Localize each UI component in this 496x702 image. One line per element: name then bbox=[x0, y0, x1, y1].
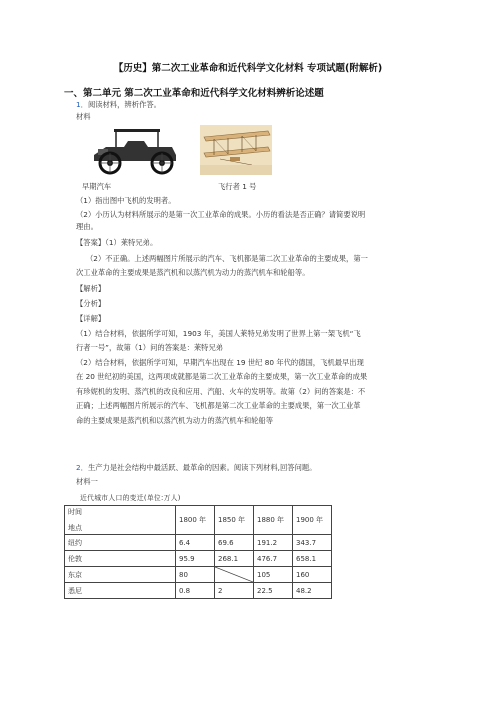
value-cell: 69.6 bbox=[215, 535, 254, 551]
answer-1: 【答案】（1）莱特兄弟。 bbox=[76, 238, 158, 247]
header-time: 时间 bbox=[68, 508, 82, 516]
table-row bbox=[65, 551, 332, 567]
year-header: 1880 年 bbox=[254, 506, 293, 535]
table-title: 近代城市人口的变迁(单位:万人) bbox=[80, 494, 181, 502]
population-table bbox=[64, 505, 332, 599]
detail-2-line4: 正确；上述两幅图片所展示的汽车、飞机都是第二次工业革命的主要成果，第一次工业革 bbox=[76, 401, 361, 410]
value-cell: 191.2 bbox=[254, 535, 293, 551]
detail-1-line1: （1）结合材料，依据所学可知，1903 年，美国人莱特兄弟发明了世界上第一架飞机“飞 bbox=[76, 329, 361, 338]
wright-flyer-image bbox=[200, 125, 272, 175]
value-cell: 95.9 bbox=[176, 551, 215, 567]
section-heading: 一、第二单元 第二次工业革命和近代科学文化材料辨析论述题 bbox=[64, 88, 324, 99]
header-corner-cell bbox=[65, 506, 176, 535]
detail-2-line1: （2）结合材料，依据所学可知，早期汽车出现在 19 世纪 80 年代的德国，飞机最早出现 bbox=[76, 358, 364, 367]
value-cell: 48.2 bbox=[293, 583, 332, 599]
value-cell: 160 bbox=[293, 567, 332, 583]
question-text: 生产力是社会结构中最活跃、最革命的因素。阅读下列材料,回答问题。 bbox=[87, 463, 317, 472]
detail-2-line2: 在 20 世纪初的美国，这两项成就都是第二次工业革命的主要成果，第一次工业革命的成果 bbox=[76, 372, 368, 381]
diagonal-slash-icon bbox=[215, 567, 253, 582]
table-row bbox=[65, 583, 332, 599]
material-figures bbox=[76, 125, 276, 185]
question-text: 阅读材料，辨析作答。 bbox=[87, 100, 161, 109]
value-cell: 80 bbox=[176, 567, 215, 583]
value-cell: 268.1 bbox=[215, 551, 254, 567]
table-row bbox=[65, 535, 332, 551]
analysis-label: 【解析】 bbox=[76, 284, 106, 293]
value-cell: 476.7 bbox=[254, 551, 293, 567]
answer-2-line1: （2）不正确。上述两幅图片所展示的汽车、飞机都是第二次工业革命的主要成果，第一 bbox=[86, 254, 368, 263]
empty-slash-cell bbox=[215, 567, 254, 583]
value-cell: 0.8 bbox=[176, 583, 215, 599]
detail-1-line2: 行者一号”，故第（1）问的答案是：莱特兄弟 bbox=[76, 343, 224, 352]
year-header: 1800 年 bbox=[176, 506, 215, 535]
question-number: 2． bbox=[76, 463, 88, 472]
fenxi-label: 【分析】 bbox=[76, 299, 106, 308]
table-header-row bbox=[65, 506, 332, 535]
subquestion-1: （1）指出图中飞机的发明者。 bbox=[76, 196, 176, 205]
value-cell: 6.4 bbox=[176, 535, 215, 551]
early-car-image bbox=[84, 125, 186, 175]
value-cell: 22.5 bbox=[254, 583, 293, 599]
subquestion-2-line2: 理由。 bbox=[76, 222, 98, 231]
value-cell: 658.1 bbox=[293, 551, 332, 567]
detail-2-line3: 有珍妮机的发明、蒸汽机的改良和应用、汽船、火车的发明等。故第（2）问的答案是：不 bbox=[76, 387, 366, 396]
city-cell: 纽约 bbox=[65, 535, 176, 551]
value-cell: 2 bbox=[215, 583, 254, 599]
question-number: 1． bbox=[76, 100, 88, 109]
question-2-prompt bbox=[76, 463, 316, 473]
header-place: 地点 bbox=[68, 524, 82, 532]
city-cell: 伦敦 bbox=[65, 551, 176, 567]
subquestion-2-line1: （2）小历认为材料所展示的是第一次工业革命的成果。小历的看法是否正确？请简要说明 bbox=[76, 210, 366, 219]
city-cell: 悉尼 bbox=[65, 583, 176, 599]
document-title: 【历史】第二次工业革命和近代科学文化材料 专项试题(附解析) bbox=[113, 63, 383, 74]
early-car-caption: 早期汽车 bbox=[82, 182, 112, 191]
value-cell: 343.7 bbox=[293, 535, 332, 551]
detail-2-line5: 命的主要成果是蒸汽机和以蒸汽机为动力的蒸汽机车和轮船等 bbox=[76, 416, 274, 425]
year-header: 1900 年 bbox=[293, 506, 332, 535]
detail-label: 【详解】 bbox=[76, 314, 106, 323]
answer-2-line2: 次工业革命的主要成果是蒸汽机和以蒸汽机为动力的蒸汽机车和轮船等。 bbox=[76, 268, 310, 277]
city-cell: 东京 bbox=[65, 567, 176, 583]
question-1-prompt bbox=[76, 100, 161, 110]
material-label: 材料 bbox=[76, 112, 91, 121]
year-header: 1850 年 bbox=[215, 506, 254, 535]
material-1-label: 材料一 bbox=[76, 477, 98, 486]
table-row bbox=[65, 567, 332, 583]
flyer-caption: 飞行者 1 号 bbox=[218, 182, 257, 191]
value-cell: 105 bbox=[254, 567, 293, 583]
